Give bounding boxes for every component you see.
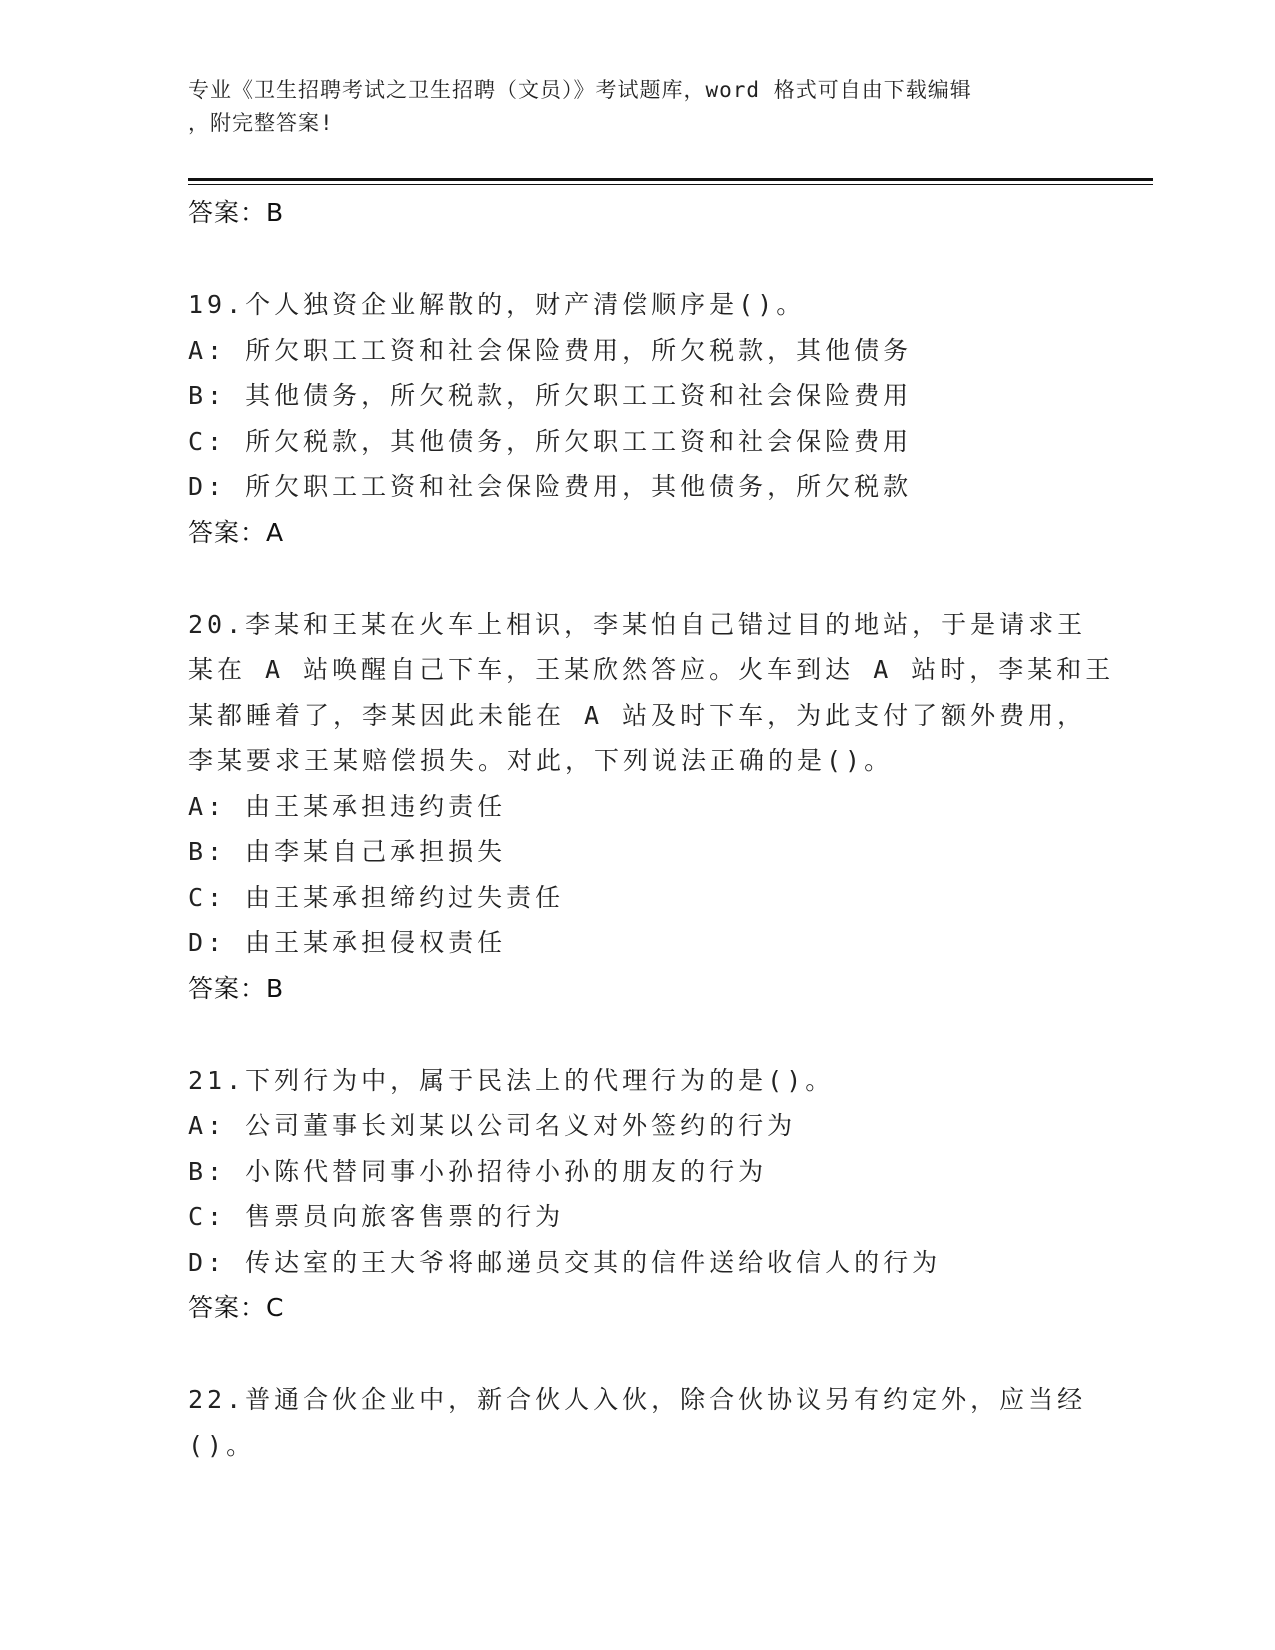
question-stem: 22.普通合伙企业中，新合伙人入伙，除合伙协议另有约定外，应当经	[188, 1385, 1087, 1414]
question-21	[188, 1058, 1088, 1332]
spacer	[188, 1012, 1088, 1058]
option-a: A: 由王某承担违约责任	[188, 791, 507, 821]
question-stem: 19.个人独资企业解散的，财产清偿顺序是()。	[188, 290, 806, 319]
option-c: C: 由王某承担缔约过失责任	[188, 882, 565, 912]
option-b: B: 其他债务，所欠税款，所欠职工工资和社会保险费用	[188, 381, 913, 410]
option-d: D: 传达室的王大爷将邮递员交其的信件送给收信人的行为	[188, 1247, 942, 1277]
header-line-2: ，附完整答案!	[188, 111, 334, 135]
question-content	[188, 190, 1115, 1468]
question-stem: ()。	[188, 1430, 256, 1460]
question-stem: 某在 A 站唤醒自己下车，王某欣然答应。火车到达 A 站时，李某和王	[188, 655, 1115, 684]
answer: 答案：A	[188, 517, 285, 547]
option-a: A: 公司董事长刘某以公司名义对外签约的行为	[188, 1111, 797, 1140]
answer: 答案：B	[188, 973, 285, 1003]
spacer	[188, 1331, 1088, 1377]
option-c: C: 售票员向旅客售票的行为	[188, 1202, 565, 1231]
answer: 答案：C	[188, 1293, 285, 1322]
question-20	[188, 602, 1115, 1012]
question-19	[188, 282, 1088, 556]
previous-answer: 答案：B	[188, 198, 285, 227]
option-c: C: 所欠税款，其他债务，所欠职工工资和社会保险费用	[188, 426, 913, 456]
question-22	[188, 1377, 1088, 1468]
header-divider-thick	[188, 178, 1153, 181]
document-header	[188, 74, 1068, 140]
header-line-1: 专业《卫生招聘考试之卫生招聘（文员）》考试题库，word 格式可自由下载编辑	[188, 78, 972, 102]
question-stem: 某都睡着了，李某因此未能在 A 站及时下车，为此支付了额外费用，	[188, 700, 1087, 730]
question-stem: 李某要求王某赔偿损失。对此，下列说法正确的是()。	[188, 746, 894, 775]
option-b: B: 由李某自己承担损失	[188, 837, 507, 866]
header-divider-thin	[188, 184, 1153, 185]
option-d: D: 所欠职工工资和社会保险费用，其他债务，所欠税款	[188, 472, 913, 501]
question-stem: 21.下列行为中，属于民法上的代理行为的是()。	[188, 1065, 835, 1095]
option-d: D: 由王某承担侵权责任	[188, 928, 507, 957]
option-b: B: 小陈代替同事小孙招待小孙的朋友的行为	[188, 1156, 768, 1186]
spacer	[188, 236, 1088, 282]
spacer	[188, 556, 1088, 602]
option-a: A: 所欠职工工资和社会保险费用，所欠税款，其他债务	[188, 335, 913, 365]
question-stem: 20.李某和王某在火车上相识，李某怕自己错过目的地站，于是请求王	[188, 609, 1087, 639]
